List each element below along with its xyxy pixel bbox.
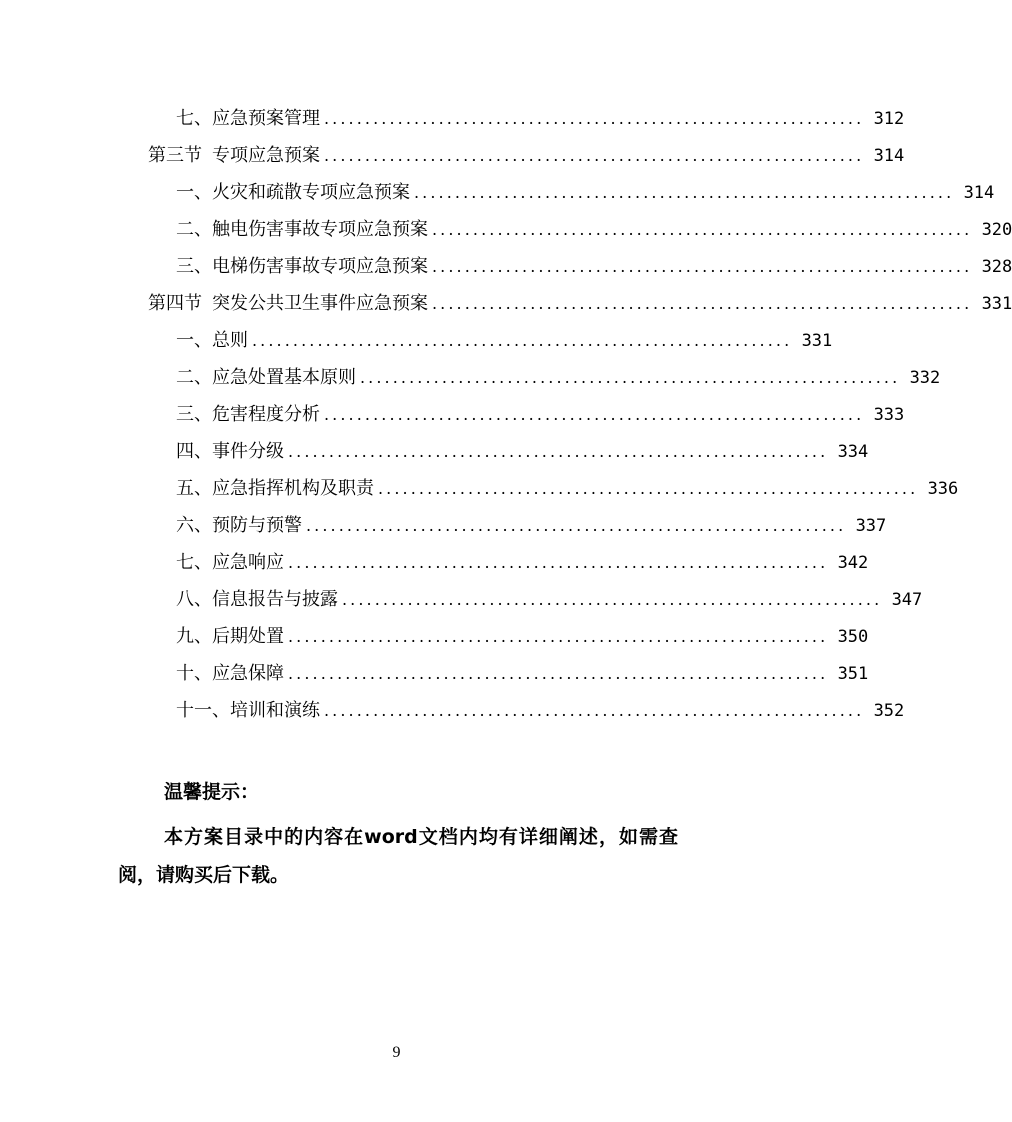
toc-entry-title: 一、总则 <box>176 330 248 351</box>
toc-leader-dots: .................................................................. <box>342 590 883 609</box>
toc-entry-page: 331 <box>981 294 1012 314</box>
toc-section-title <box>148 137 320 174</box>
toc-entry-title: 五、应急指挥机构及职责 <box>176 478 374 499</box>
toc-entry-page: 314 <box>873 146 905 166</box>
toc-entry-section[interactable] <box>148 285 1012 322</box>
toc-leader-dots: .................................................................. <box>432 257 973 276</box>
toc-leader-dots: .................................................................. <box>360 368 901 387</box>
toc-entry-page: 336 <box>927 479 959 499</box>
toc-entry-section[interactable] <box>148 137 905 174</box>
toc-entry-page: 351 <box>837 664 869 684</box>
toc-leader-dots: .................................................................. <box>324 405 865 424</box>
toc-entry[interactable] <box>176 248 1012 285</box>
toc-entry[interactable] <box>176 433 869 470</box>
toc-leader-dots: .................................................................. <box>288 664 829 683</box>
toc-leader-dots: .................................................................. <box>324 701 865 720</box>
toc-leader-dots: .................................................................. <box>324 109 865 128</box>
toc-entry[interactable] <box>176 322 833 359</box>
notice-body: 本方案目录中的内容在word文档内均有详细阐述，如需查阅，请购买后下载。 <box>118 826 678 886</box>
notice-heading: 温馨提示： <box>164 781 260 803</box>
toc-entry-page: 333 <box>873 405 905 425</box>
toc-entry-page: 314 <box>963 183 995 203</box>
toc-section-name: 突发公共卫生事件应急预案 <box>212 293 428 314</box>
toc-entry-page: 342 <box>837 553 869 573</box>
toc-entry[interactable] <box>176 211 1012 248</box>
toc-entry[interactable] <box>176 174 995 211</box>
toc-entry[interactable] <box>176 655 869 692</box>
toc-entry-page: 331 <box>801 331 833 351</box>
toc-entry[interactable] <box>176 581 923 618</box>
toc-entry-page: 350 <box>837 627 869 647</box>
toc-entry-title: 十一、培训和演练 <box>176 700 320 721</box>
toc-leader-dots: .................................................................. <box>378 479 919 498</box>
toc-section-number: 第四节 <box>148 293 202 314</box>
toc-section-title <box>148 285 428 322</box>
toc-entry[interactable] <box>176 100 905 137</box>
toc-entry[interactable] <box>176 396 905 433</box>
toc-entry-page: 337 <box>855 516 887 536</box>
toc-entry-title: 七、应急响应 <box>176 552 284 573</box>
toc-leader-dots: .................................................................. <box>252 331 793 350</box>
toc-entry-title: 一、火灾和疏散专项应急预案 <box>176 182 410 203</box>
toc-leader-dots: .................................................................. <box>288 553 829 572</box>
toc-entry-page: 347 <box>891 590 923 610</box>
toc-leader-dots: .................................................................. <box>288 442 829 461</box>
toc-leader-dots: .................................................................. <box>432 220 973 239</box>
toc-entry-title: 二、应急处置基本原则 <box>176 367 356 388</box>
toc-leader-dots: .................................................................. <box>432 294 973 313</box>
toc-entry-title: 三、电梯伤害事故专项应急预案 <box>176 256 428 277</box>
toc-entry-title: 二、触电伤害事故专项应急预案 <box>176 219 428 240</box>
toc-entry-page: 334 <box>837 442 869 462</box>
toc-entry-page: 320 <box>981 220 1012 240</box>
toc-entry[interactable] <box>176 544 869 581</box>
toc-entry[interactable] <box>176 692 905 729</box>
toc-entry-title: 七、应急预案管理 <box>176 108 320 129</box>
toc-entry-title: 六、预防与预警 <box>176 515 302 536</box>
toc-entry-page: 328 <box>981 257 1012 277</box>
toc-entry[interactable] <box>176 507 887 544</box>
toc-leader-dots: .................................................................. <box>306 516 847 535</box>
toc-entry-title: 八、信息报告与披露 <box>176 589 338 610</box>
toc-entry[interactable] <box>176 618 869 655</box>
toc-leader-dots: .................................................................. <box>288 627 829 646</box>
toc-entry-title: 十、应急保障 <box>176 663 284 684</box>
toc-entry[interactable] <box>176 470 959 507</box>
toc-entry-page: 332 <box>909 368 941 388</box>
toc-entry[interactable] <box>176 359 941 396</box>
toc-entry-page: 312 <box>873 109 905 129</box>
page-number: 9 <box>392 1044 401 1061</box>
toc-entry-title: 三、危害程度分析 <box>176 404 320 425</box>
toc-entry-title: 九、后期处置 <box>176 626 284 647</box>
toc-entry-page: 352 <box>873 701 905 721</box>
toc-leader-dots: .................................................................. <box>414 183 955 202</box>
toc-section-number: 第三节 <box>148 145 202 166</box>
toc-section-name: 专项应急预案 <box>212 145 320 166</box>
toc-entry-title: 四、事件分级 <box>176 441 284 462</box>
toc-leader-dots: .................................................................. <box>324 146 865 165</box>
